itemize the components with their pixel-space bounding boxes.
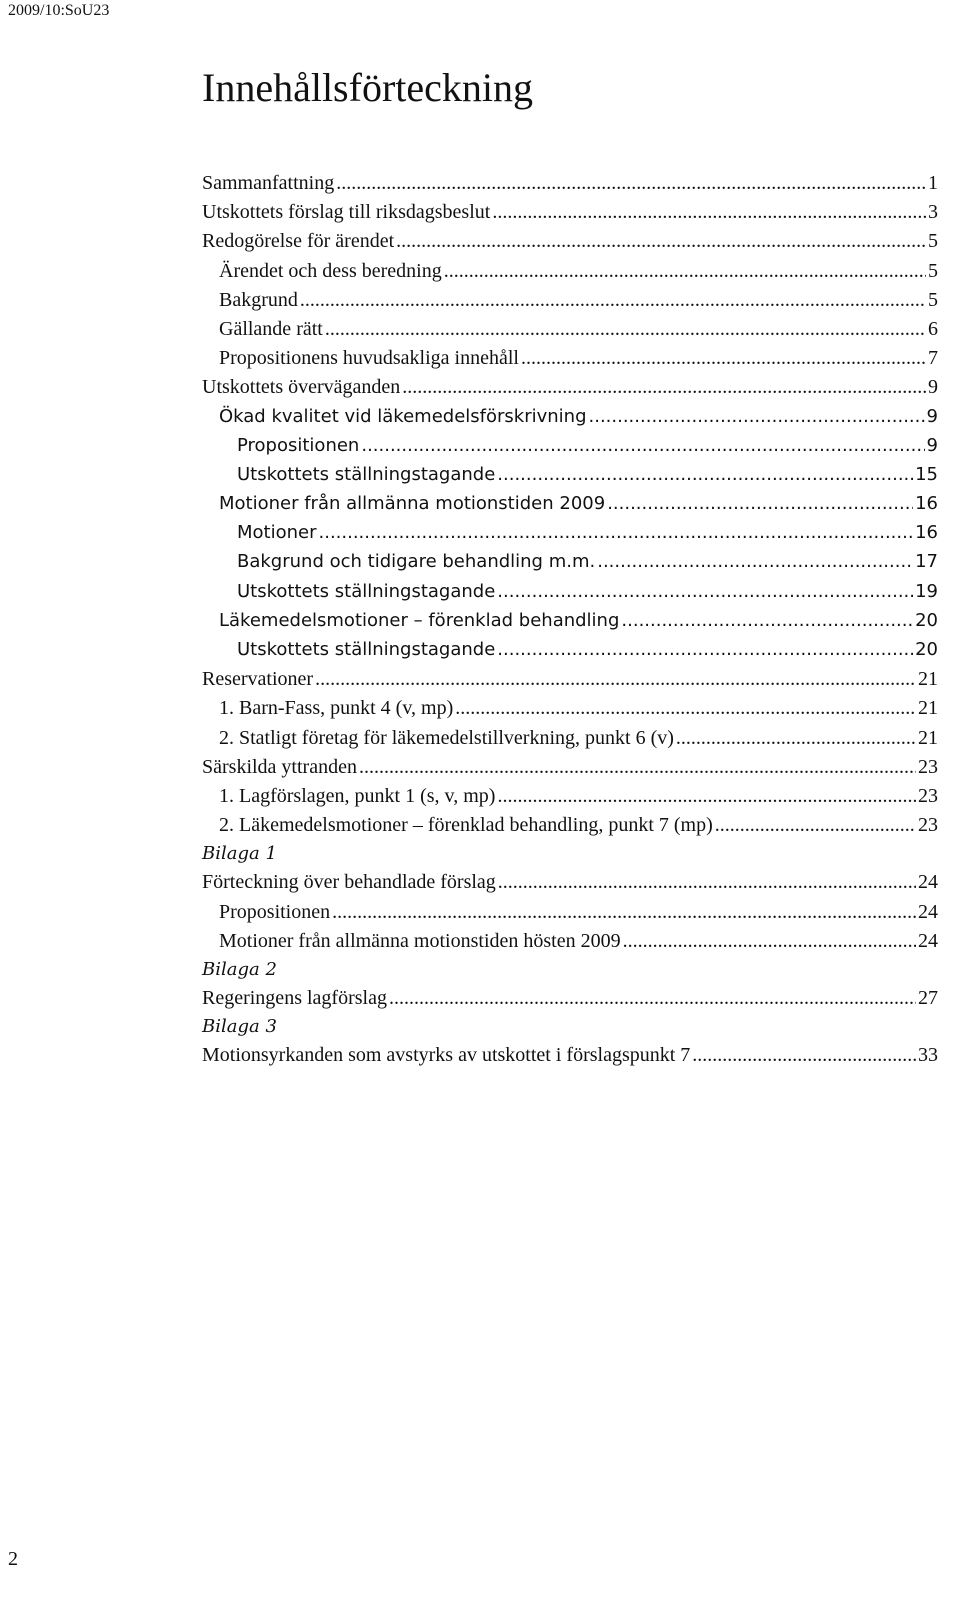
toc-entry-label: Propositionens huvudsakliga innehåll [219,347,519,370]
toc-entry[interactable] [202,260,938,289]
toc-entry-label: Propositionen [237,434,360,456]
appendix-heading: Bilaga 2 [202,958,277,980]
toc-entry-page: 16 [915,522,938,544]
toc-entry-page: 19 [915,580,938,602]
dot-leader [336,172,926,195]
toc-entry-label: Propositionen [219,900,331,923]
toc-entry-label: Motioner från allmänna motionstiden hösten 2009 [219,929,621,952]
dot-leader [361,435,924,456]
dot-leader [332,901,916,924]
toc-entry-page: 6 [928,317,938,340]
toc-entry-page: 9 [926,434,938,456]
toc-entry-label: Utskottets ställningstagande [237,580,496,602]
toc-entry-label: Särskilda yttranden [202,755,357,778]
toc-entry-label: Utskottets överväganden [202,376,401,399]
toc-entry[interactable] [202,435,938,464]
dot-leader [623,930,916,953]
toc-entry-label: Bakgrund och tidigare behandling m.m. [237,551,596,573]
dot-leader [402,376,926,399]
toc-entry-label: Ärendet och dess beredning [219,259,442,282]
dot-leader [319,522,914,543]
toc-entry-page: 24 [918,900,938,923]
toc-entry[interactable] [202,172,938,201]
dot-leader [621,610,913,631]
toc-entry[interactable] [202,201,938,230]
toc-entry-label: Förteckning över behandlade förslag [202,871,496,894]
toc-entry[interactable] [202,581,938,610]
dot-leader [325,318,926,341]
dot-leader [455,697,916,720]
dot-leader [597,551,913,572]
toc-entry-page: 21 [918,668,938,691]
dot-leader [497,785,916,808]
toc-entry-page: 15 [915,463,938,485]
toc-entry-label: Motioner [237,522,317,544]
toc-entry-label: Läkemedelsmotioner – förenklad behandling [219,609,620,631]
toc-entry[interactable] [202,756,938,785]
page-title: Innehållsförteckning [202,65,533,110]
dot-leader [492,201,926,224]
toc-entry-label: Regeringens lagförslag [202,986,387,1009]
toc-entry-page: 21 [918,726,938,749]
toc-entry-page: 23 [918,784,938,807]
toc-entry-page: 9 [928,376,938,399]
toc-entry-page: 20 [915,609,938,631]
page-number: 2 [8,1548,18,1570]
toc-entry[interactable] [202,930,938,959]
document-reference: 2009/10:SoU23 [8,2,110,19]
toc-entry-page: 7 [928,347,938,370]
toc-entry-page: 20 [915,639,938,660]
toc-entry[interactable] [202,289,938,318]
toc-entry[interactable] [202,987,938,1016]
toc-entry-label: Redogörelse för ärendet [202,230,395,253]
toc-entry[interactable] [202,493,938,522]
dot-leader [497,464,913,485]
toc-entry-page: 17 [915,551,938,573]
toc-entry-label: Utskottets förslag till riksdagsbeslut [202,201,491,224]
toc-entry[interactable] [202,727,938,756]
toc-entry[interactable] [202,230,938,259]
toc-entry-page: 9 [926,405,938,427]
toc-entry[interactable] [202,610,938,639]
toc-entry-page: 23 [918,755,938,778]
toc-entry-label: Utskottets ställningstagande [237,463,496,485]
toc-entry[interactable] [202,814,938,843]
toc-entry-label: Bakgrund [219,288,298,311]
toc-entry[interactable] [202,318,938,347]
dot-leader [521,347,926,370]
appendix-heading: Bilaga 1 [202,843,277,865]
toc-entry[interactable] [202,551,938,580]
toc-entry-page: 27 [918,986,938,1009]
toc-entry-page: 24 [918,871,938,894]
toc-entry-label: 1. Lagförslagen, punkt 1 (s, v, mp) [219,784,496,807]
dot-leader [497,639,913,660]
toc-entry-label: 2. Statligt företag för läkemedelstillverkning, punkt 6 (v) [219,726,674,749]
dot-leader [389,987,916,1010]
toc-entry-page: 3 [928,201,938,224]
dot-leader [444,260,926,283]
toc-entry-page: 1 [928,172,938,194]
appendix-heading: Bilaga 3 [202,1016,277,1038]
dot-leader [315,668,916,691]
dot-leader [589,406,925,427]
toc-entry-label: Reservationer [202,668,314,691]
toc-entry-label: Motioner från allmänna motionstiden 2009 [219,493,606,515]
table-of-contents [202,172,938,1073]
dot-leader [498,871,916,894]
dot-leader [692,1044,916,1067]
toc-entry[interactable] [202,901,938,930]
toc-entry-label: Motionsyrkanden som avstyrks av utskottet i förslagspunkt 7 [202,1044,691,1067]
toc-entry[interactable] [202,785,938,814]
toc-entry-page: 24 [918,929,938,952]
toc-entry-page: 16 [915,493,938,515]
toc-entry-page: 5 [928,230,938,253]
toc-entry-label: Sammanfattning [202,172,335,194]
toc-entry-page: 21 [918,697,938,720]
dot-leader [497,581,913,602]
toc-entry[interactable] [202,697,938,726]
dot-leader [715,814,916,837]
toc-entry-label: 1. Barn-Fass, punkt 4 (v, mp) [219,697,454,720]
toc-entry-label: 2. Läkemedelsmotioner – förenklad behandling, punkt 7 (mp) [219,814,713,837]
toc-entry[interactable] [202,406,938,435]
toc-entry-page: 5 [928,259,938,282]
toc-entry[interactable] [202,464,938,493]
toc-entry[interactable] [202,347,938,376]
toc-entry[interactable] [202,522,938,551]
toc-entry[interactable] [202,871,938,900]
toc-entry-label: Utskottets ställningstagande [237,639,496,660]
toc-entry-label: Ökad kvalitet vid läkemedelsförskrivning [219,405,587,427]
toc-entry[interactable] [202,639,938,668]
dot-leader [396,230,926,253]
dot-leader [300,289,926,312]
dot-leader [676,727,916,750]
toc-entry-label: Gällande rätt [219,317,323,340]
toc-entry-page: 5 [928,288,938,311]
toc-entry-page: 33 [918,1044,938,1067]
toc-entry[interactable] [202,376,938,405]
dot-leader [607,493,913,514]
dot-leader [359,756,916,779]
toc-entry[interactable] [202,1044,938,1073]
toc-entry[interactable] [202,668,938,697]
toc-entry-page: 23 [918,814,938,837]
